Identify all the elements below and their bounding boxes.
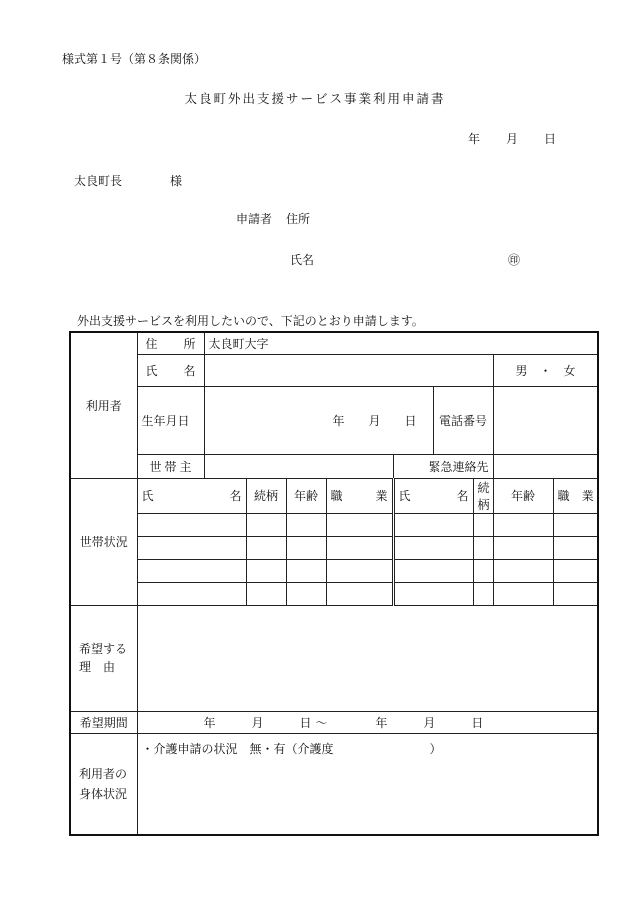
hh-cell[interactable]	[393, 513, 473, 536]
birth-date-field[interactable]: 年 月 日	[204, 386, 433, 454]
hh-cell[interactable]	[473, 513, 493, 536]
hh-cell[interactable]	[493, 559, 553, 582]
reason-label: 希望する 理 由	[70, 605, 137, 711]
reason-row	[70, 605, 598, 711]
hh-cell[interactable]	[393, 559, 473, 582]
condition-field[interactable]: ・介護申請の状況 無・有（介護度 ）	[137, 733, 598, 835]
emergency-contact-field[interactable]	[493, 454, 598, 478]
period-row	[70, 711, 598, 733]
hh-cell[interactable]	[286, 513, 326, 536]
household-row-4	[70, 582, 598, 605]
hh-age-header-right: 年齢	[493, 478, 553, 513]
addressee-name: 太良町長	[74, 174, 123, 188]
condition-row	[70, 733, 598, 835]
user-section-label: 利用者	[70, 332, 137, 478]
householder-label: 世 帯 主	[137, 454, 204, 478]
hh-name-header-left: 氏 名	[137, 478, 246, 513]
emergency-contact-label: 緊急連絡先	[393, 454, 493, 478]
name-label: 氏 名	[137, 354, 204, 386]
household-row-1	[70, 513, 598, 536]
hh-cell[interactable]	[326, 513, 393, 536]
date-year: 年	[468, 132, 481, 146]
hh-cell[interactable]	[246, 559, 286, 582]
hh-cell[interactable]	[493, 582, 553, 605]
hh-cell[interactable]	[137, 536, 246, 559]
date-month: 月	[506, 132, 519, 146]
hh-cell[interactable]	[326, 536, 393, 559]
application-table	[69, 331, 599, 836]
hh-cell[interactable]	[393, 536, 473, 559]
hh-cell[interactable]	[286, 536, 326, 559]
hh-cell[interactable]	[553, 559, 598, 582]
hh-cell[interactable]	[137, 582, 246, 605]
hh-cell[interactable]	[137, 513, 246, 536]
reason-field[interactable]	[137, 605, 598, 711]
hh-cell[interactable]	[246, 536, 286, 559]
applicant-address-label: 住所	[286, 212, 311, 226]
hh-cell[interactable]	[286, 582, 326, 605]
hh-cell[interactable]	[473, 536, 493, 559]
applicant-label: 申請者	[236, 212, 273, 226]
hh-cell[interactable]	[326, 559, 393, 582]
householder-field[interactable]	[204, 454, 393, 478]
name-field[interactable]	[204, 354, 493, 386]
gender-selector[interactable]: 男 ・ 女	[493, 354, 598, 386]
user-address-row	[70, 332, 598, 354]
householder-row	[70, 454, 598, 478]
household-row-2	[70, 536, 598, 559]
hh-relation-header-right: 続柄	[473, 478, 493, 513]
period-label: 希望期間	[70, 711, 137, 733]
household-row-3	[70, 559, 598, 582]
hh-cell[interactable]	[393, 582, 473, 605]
birth-row	[70, 386, 598, 454]
hh-cell[interactable]	[246, 513, 286, 536]
addressee	[74, 175, 182, 187]
hh-cell[interactable]	[473, 559, 493, 582]
date-day: 日	[544, 132, 557, 146]
hh-cell[interactable]	[246, 582, 286, 605]
hh-cell[interactable]	[473, 582, 493, 605]
address-field[interactable]: 太良町大字	[204, 332, 598, 354]
hh-cell[interactable]	[553, 582, 598, 605]
form-number: 様式第１号（第８条関係）	[62, 52, 207, 66]
household-header-row	[70, 478, 598, 513]
applicant-address-line	[236, 213, 310, 225]
household-section-label: 世帯状況	[70, 478, 137, 605]
applicant-name-label: 氏名	[290, 253, 315, 267]
period-field[interactable]: 年 月 日 ～ 年 月 日	[137, 711, 598, 733]
hh-cell[interactable]	[137, 559, 246, 582]
hh-occupation-header-right: 職 業	[553, 478, 598, 513]
hh-age-header-left: 年齢	[286, 478, 326, 513]
hh-name-header-right: 氏 名	[393, 478, 473, 513]
hh-cell[interactable]	[286, 559, 326, 582]
phone-field[interactable]	[493, 386, 598, 454]
hh-relation-header-left: 続柄	[246, 478, 286, 513]
hh-cell[interactable]	[553, 513, 598, 536]
birth-date-label: 生年月日	[137, 386, 204, 454]
intro-text: 外出支援サービスを利用したいので、下記のとおり申請します。	[77, 314, 424, 328]
hh-cell[interactable]	[493, 513, 553, 536]
address-label: 住 所	[137, 332, 204, 354]
phone-label: 電話番号	[433, 386, 493, 454]
hh-cell[interactable]	[553, 536, 598, 559]
seal-mark: ㊞	[508, 253, 521, 267]
condition-label: 利用者の 身体状況	[70, 733, 137, 835]
form-title: 太良町外出支援サービス事業利用申請書	[184, 91, 446, 106]
application-date	[468, 133, 582, 145]
hh-cell[interactable]	[493, 536, 553, 559]
addressee-suffix: 様	[170, 174, 183, 188]
user-name-row	[70, 354, 598, 386]
hh-cell[interactable]	[326, 582, 393, 605]
hh-occupation-header-left: 職 業	[326, 478, 393, 513]
